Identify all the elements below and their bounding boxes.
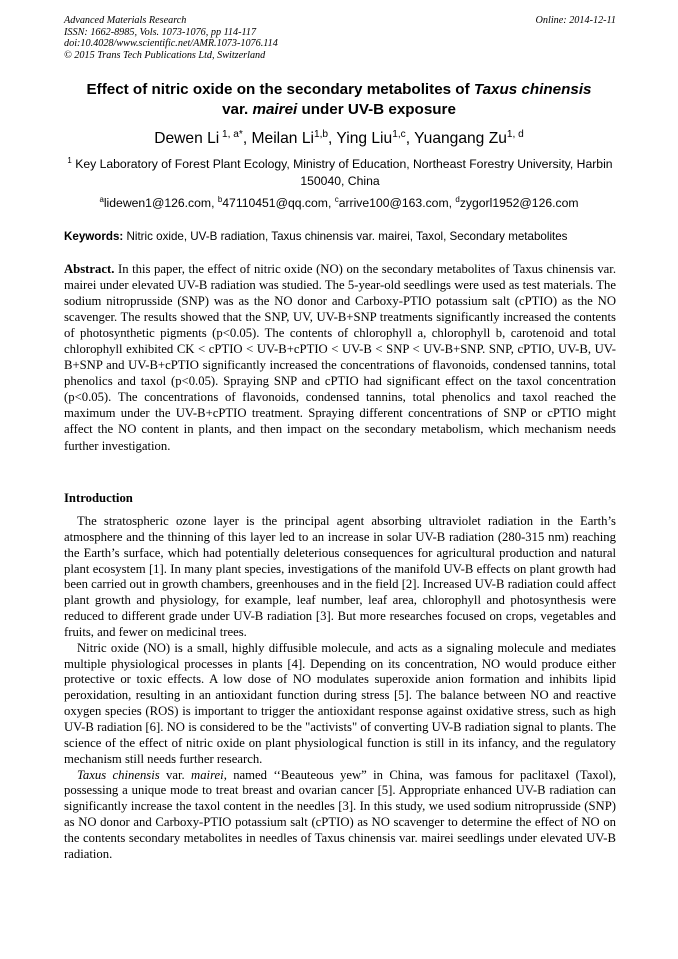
author-sup: 1,c xyxy=(392,128,406,140)
section-heading-introduction: Introduction xyxy=(64,491,133,505)
intro-paragraph-3 xyxy=(64,768,616,863)
affiliation xyxy=(64,156,616,189)
author-sup: 1, d xyxy=(506,128,524,140)
keywords-label: Keywords: xyxy=(64,230,124,243)
title-part-2: var. xyxy=(222,101,253,118)
affiliation-sup: 1 xyxy=(67,155,72,165)
email-sup: b xyxy=(217,194,223,204)
intro-p3-text-a: var. xyxy=(159,767,192,782)
abstract xyxy=(64,261,616,454)
author-name: Meilan Li xyxy=(251,130,314,147)
issn-line: ISSN: 1662-8985, Vols. 1073-1076, pp 114-117 xyxy=(64,26,257,38)
title-part-1: Effect of nitric oxide on the secondary metabolites of xyxy=(86,81,474,98)
keywords xyxy=(64,229,624,244)
copyright-line: © 2015 Trans Tech Publications Ltd, Switzerland xyxy=(64,49,266,61)
email-link[interactable]: arrive100@163.com xyxy=(338,196,449,210)
journal-name: Advanced Materials Research xyxy=(64,15,187,26)
paper-title xyxy=(40,80,638,120)
email-sup: d xyxy=(455,194,460,204)
author-sup: 1,b xyxy=(313,128,329,140)
author-name: Dewen Li xyxy=(154,130,220,147)
author-name: Ying Liu xyxy=(336,130,393,147)
author-list: Dewen Li $^{1, a*}$, Meilan Li$^{1,b}$, Ying Liu$^{1,c}$, Yuangang Zu$^{1, d}$ xyxy=(154,128,524,147)
email-list: $^a$lidewen1@126.com, $^b$47110451@qq.com, $^c$arrive100@163.com, $^d$zygorl1952@126.com xyxy=(99,194,579,210)
online-date: Online: 2014-12-11 xyxy=(535,15,616,26)
title-italic-species: Taxus chinensis xyxy=(473,81,592,98)
abstract-text: In this paper, the effect of nitric oxide (NO) on the secondary metabolites of Taxus chinensis var. mairei under elevated UV-B radiation was studied. The 5-year-old seedlings were used as test materials. The sodium nitroprusside (SNP) was as the NO donor and Carboxy-PTIO potassium salt (cPTIO) as the NO scavenger. The results showed that the SNP, UV, UV-B+SNP treatments significantly increased the contents of photosynthetic pigments (p<0.05). The contents of chlorophyll a, chlorophyll b, carotenoid and total chlorophyll exhibited CK < cPTIO < UV-B+cPTIO < UV-B < SNP < UV-B+SNP. SNP, cPTIO, UV-B, UV-B+SNP and UV-B+cPTIO significantly increased the concentrations of flavonoids, condensed tannins, total phenolics and taxol (p<0.05). Spraying SNP and cPTIO had significant effect on the taxol concentration (p<0.05). The concentrations of flavonoids, condensed tannins, total phenolics and taxol reached the maximum under the UV-B+cPTIO treatment. Spraying different concentrations of SNP or cPTIO might affect the NO content in plants, and then impact on the secondary metabolism, which mechanism needs further investigation. xyxy=(64,262,616,453)
species-italic: Taxus chinensis xyxy=(77,767,160,782)
author-name: Yuangang Zu xyxy=(414,130,507,147)
affiliation-text: Key Laboratory of Forest Plant Ecology, Ministry of Education, Northeast Forestry University, Harbin 150040, China xyxy=(71,157,613,188)
email-link[interactable]: zygorl1952@126.com xyxy=(459,196,579,210)
author-sup: 1, a* xyxy=(219,128,243,140)
introduction-body xyxy=(64,514,616,863)
doi-line: doi:10.4028/www.scientific.net/AMR.1073-1076.114 xyxy=(64,38,278,49)
title-italic-variety: mairei xyxy=(252,101,298,118)
email-link[interactable]: lidewen1@126.com xyxy=(103,196,212,210)
email-sup: a xyxy=(99,194,104,204)
journal-header xyxy=(64,15,616,61)
intro-p3-text-b: , named ‘‘Beauteous yew” in China, was famous for paclitaxel (Taxol), possessing a unique mode to treat breast and ovarian cancer [5]. Appropriate enhanced UV-B radiation can significantly increase the taxol content in the needles [3]. In this study, we used sodium nitroprusside (SNP) as NO donor and Carboxy-PTIO potassium salt (cPTIO) as NO scavenger to determine the effect of NO on the contents secondary metabolites in needles of Taxus chinensis var. mairei seedlings under elevated UV-B radiation. xyxy=(64,767,617,861)
abstract-label: Abstract. xyxy=(64,262,115,276)
intro-paragraph-2: Nitric oxide (NO) is a small, highly diffusible molecule, and acts as a signaling molecule and mediates multiple physiological processes in plants [4]. Depending on its concentration, NO would produce either protective or toxic effects. A low dose of NO modulates superoxide anion formation and inhibits lipid peroxidation, resulting in an antioxidant function during stress [5]. The balance between NO and reactive oxygen species (ROS) is important to trigger the antioxidant response against oxidative stress, such as high UV-B radiation [6]. NO is considered to be the "activists" of converting UV-B radiation signal to plants. The science of the effect of nitric oxide on plant physiological function is still in its infancy, and the regulatory mechanism still needs further research. xyxy=(64,640,616,766)
intro-paragraph-1: The stratospheric ozone layer is the principal agent absorbing ultraviolet radiation in the Earth’s atmosphere and the thinning of this layer led to an increase in solar UV-B radiation (280-315 nm) reaching the Earth’s surface, which had potentially deleterious consequences for agricultural production and natural plant ecosystem [1]. In many plant species, investigations of the manifold UV-B effects on plant growth had been carried out in growth chambers, greenhouses and in the field [2]. Increased UV-B radiation could affect plant growth and physiology, for example, leaf number, leaf area, chlorophyll and photosynthesis were reduced to different grade under UV-B radiation [3]. But more researches focused on crops, vegetables and fruits, and fewer on medicinal trees. xyxy=(64,514,616,639)
email-sup: c xyxy=(334,194,339,204)
keywords-text: Nitric oxide, UV-B radiation, Taxus chinensis var. mairei, Taxol, Secondary metabolites xyxy=(123,230,568,243)
title-part-3: under UV-B exposure xyxy=(297,101,456,118)
variety-italic: mairei xyxy=(191,767,224,782)
email-link[interactable]: 47110451@qq.com xyxy=(222,196,328,210)
